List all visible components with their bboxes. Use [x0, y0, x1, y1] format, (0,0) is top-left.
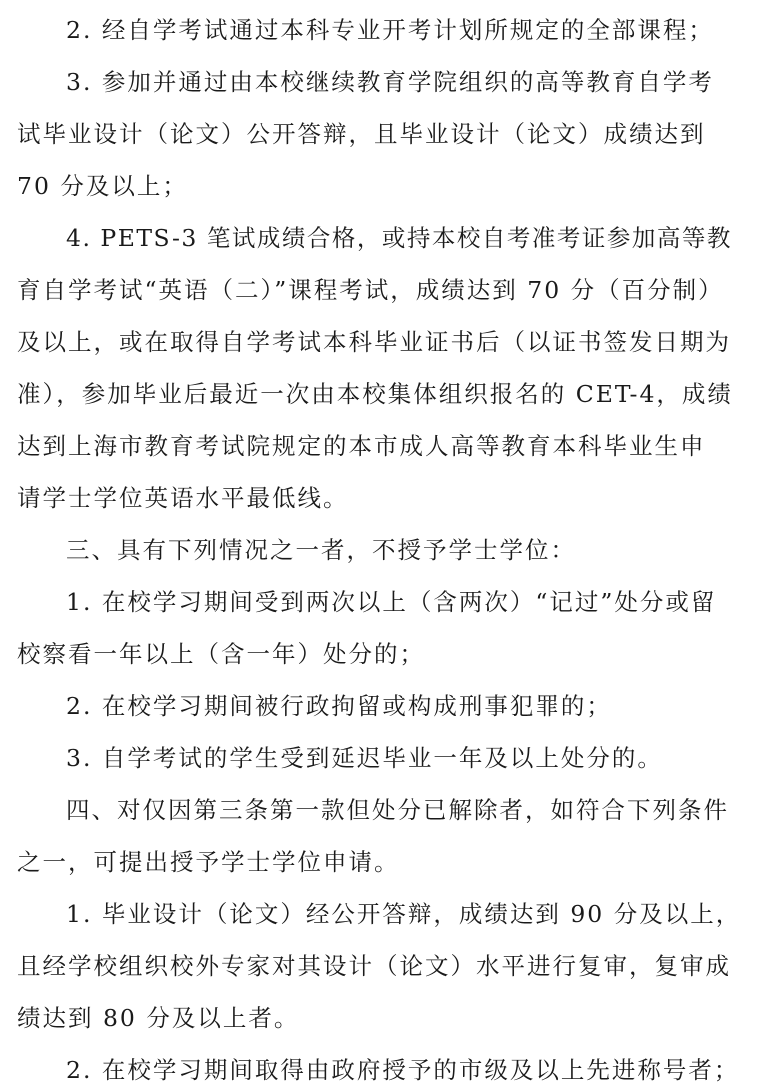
item-4-english-line-5: 达到上海市教育考试院规定的本市成人高等教育本科毕业生申 [17, 432, 706, 460]
section-4-heading-line-2: 之一，可提出授予学士学位申请。 [17, 848, 400, 876]
section-3-heading: 三、具有下列情况之一者，不授予学士学位： [66, 536, 576, 564]
section-4-heading-line-1: 四、对仅因第三条第一款但处分已解除者，如符合下列条件 [66, 796, 729, 824]
item-4-english-line-6: 请学士学位英语水平最低线。 [17, 484, 349, 512]
section-3-item-1-line-1: 1. 在校学习期间受到两次以上（含两次）“记过”处分或留 [66, 588, 717, 616]
item-3-thesis-defense-line-3: 70 分及以上； [17, 172, 188, 200]
section-4-item-2: 2. 在校学习期间取得由政府授予的市级及以上先进称号者； [66, 1056, 740, 1084]
section-4-item-1-line-2: 且经学校组织校外专家对其设计（论文）水平进行复审，复审成 [17, 952, 731, 980]
item-4-english-line-2: 育自学考试“英语（二）”课程考试，成绩达到 70 分（百分制） [17, 276, 724, 304]
section-4-item-1-line-1: 1. 毕业设计（论文）经公开答辩，成绩达到 90 分及以上， [66, 900, 742, 928]
section-3-item-1-line-2: 校察看一年以上（含一年）处分的； [17, 640, 425, 668]
section-3-item-2: 2. 在校学习期间被行政拘留或构成刑事犯罪的； [66, 692, 612, 720]
section-3-item-3: 3. 自学考试的学生受到延迟毕业一年及以上处分的。 [66, 744, 663, 772]
item-2-complete-courses: 2. 经自学考试通过本科专业开考计划所规定的全部课程； [66, 16, 714, 44]
item-4-english-line-1: 4. PETS-3 笔试成绩合格，或持本校自考准考证参加高等教 [66, 224, 732, 252]
item-4-english-line-4: 准），参加毕业后最近一次由本校集体组织报名的 CET-4，成绩 [17, 380, 733, 408]
section-4-item-1-line-3: 绩达到 80 分及以上者。 [17, 1004, 300, 1032]
item-4-english-line-3: 及以上，或在取得自学考试本科毕业证书后（以证书签发日期为 [17, 328, 731, 356]
item-3-thesis-defense-line-1: 3. 参加并通过由本校继续教育学院组织的高等教育自学考 [66, 68, 714, 96]
item-3-thesis-defense-line-2: 试毕业设计（论文）公开答辩，且毕业设计（论文）成绩达到 [17, 120, 706, 148]
